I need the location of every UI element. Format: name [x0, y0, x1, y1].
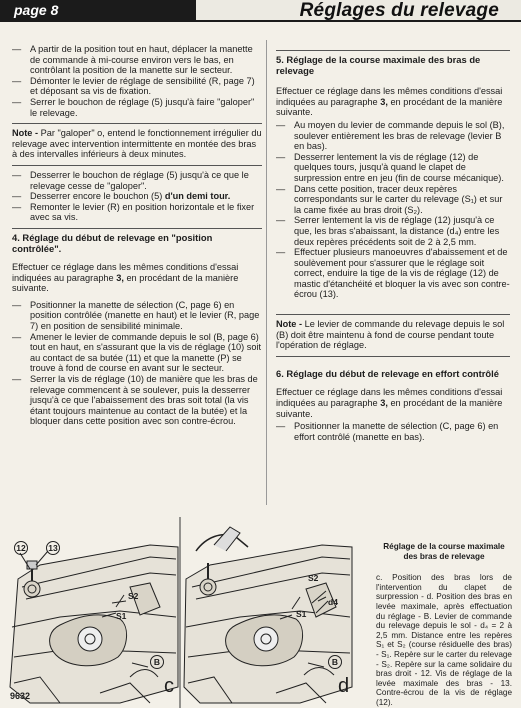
section-6-intro — [276, 387, 510, 419]
section-6-list — [276, 421, 510, 442]
para-text: en procédant de la manière suivante. — [12, 272, 239, 294]
ref-s1: S1 — [116, 611, 127, 621]
divider — [276, 356, 510, 357]
list-item: — Positionner la manette de sélection (C, page 6) en position contrôlée (manette en haut) et le levier (R, page 7) en position de sensibilité minimale. — [12, 300, 262, 332]
note-lever — [276, 319, 510, 351]
list-item: — Dans cette position, tracer deux repères correspondants sur le carter du relevage (S₁) et sur la came fixée au bras droit (S₂). — [276, 184, 510, 216]
list-item-emphasis: d'un demi tour. — [164, 191, 231, 202]
section-5-title: 5. Réglage de la course maximale des bras de relevage — [276, 54, 481, 76]
para-text: Effectuer ce réglage dans les mêmes conditions d'essai indiquées au paragraphe — [276, 86, 503, 107]
list-item: — A partir de la position tout en haut, déplacer la manette de commande à mi-course environ vers le bas, en contrôlant la position de la manette sur le secteur. — [12, 44, 262, 76]
list-item-text: Remonter le levier (R) en position horizontale et le fixer avec sa vis. — [30, 201, 255, 223]
list-item — [12, 202, 262, 223]
list-item-text: Desserrer encore le bouchon (5) — [30, 191, 165, 202]
ref-b: B — [150, 655, 164, 669]
list-item: — Positionner la manette de sélection (C, page 6) en effort contrôlé (manette en bas). — [276, 421, 510, 442]
para-text: en procédant de la manière suivante. — [276, 96, 503, 118]
list-item: — Amener le levier de commande depuis le sol (B, page 6) tout en haut, en s'assurant que la vis de réglage (10) soit au contact de sa butée (11) et que la manette (P) se trouve à fond de course en avant sur le secteur. — [12, 332, 262, 374]
left-column — [12, 44, 262, 427]
note-label: Note - — [12, 128, 39, 139]
page-number: page 8 — [14, 2, 59, 18]
section-4-intro — [12, 262, 262, 294]
list-item: — Au moyen du levier de commande depuis le sol (B), soulever entièrement les bras de relevage (levier B en bas). — [276, 120, 510, 152]
section-4-list — [12, 300, 262, 427]
ref-s2-d: S2 — [308, 573, 319, 583]
figure-code: 9632 — [10, 691, 31, 701]
ref-12: 12 — [14, 541, 28, 555]
column-divider — [266, 40, 267, 505]
hydraulic-lift-drawing — [0, 507, 372, 708]
panel-c-label: c — [164, 675, 174, 697]
ref-d4: d4 — [328, 597, 338, 607]
para-text: Effectuer ce réglage dans les mêmes conditions d'essai indiquées au paragraphe — [12, 262, 239, 283]
note-text: Le levier de commande du relevage depuis le sol (B) doit être maintenu à fond de course pendant toute l'opération de réglage. — [276, 319, 505, 351]
right-column — [276, 44, 510, 442]
note-text: Par "galoper" o, entend le fonctionnement irrégulier du relevage avec intervention intermittente en montée des bras à des intervalles inférieurs à deux minutes. — [12, 128, 262, 160]
section-6-title: 6. Réglage du début de relevage en effort contrôlé — [276, 367, 499, 379]
list-item: — Démonter le levier de réglage de sensibilité (R, page 7) et déposant sa vis de fixation. — [12, 76, 262, 97]
divider — [12, 165, 262, 166]
list-item: — Effectuer plusieurs manoeuvres d'abaissement et de soulèvement pour s'assurer que le réglage soit correct, enduire la tige de la vis de réglage (12) de mastic d'étanchéité et bloquer la vis avec son contre-écrou (13). — [276, 247, 510, 300]
steps-list — [12, 170, 262, 223]
note-galoper — [12, 128, 262, 160]
page-title: Réglages du relevage — [299, 0, 499, 21]
caption-body: c. Position des bras lors de l'intervention du clapet de surpression - d. Position des bras en levée maximale, après effectuation du réglage - B. Levier de commande du relevage depuis le sol - d₄ = 2 à 2,5 mm. Distance entre les repères S₁ et S₂ (course résiduelle des bras) - S₁. Repère sur le carter du relevage - S₂. Repère sur la came solidaire du bras droit - 12. Vis de réglage de la levée maximale des bras - 13. Contre-écrou de la vis de réglage (12). — [376, 573, 512, 707]
technical-figure — [0, 507, 372, 708]
para-ref: 3, — [380, 398, 388, 409]
page-header — [0, 0, 521, 24]
para-text: en procédant de la manière suivante. — [276, 398, 503, 419]
list-item — [12, 170, 262, 191]
section-5-list — [276, 120, 510, 300]
para-ref: 3, — [380, 96, 388, 107]
figure-caption — [376, 542, 512, 708]
ref-13: 13 — [46, 541, 60, 555]
list-item: — Desserrer lentement la vis de réglage (12) de quelques tours, jusqu'à quand le clapet de surpression entre en jeu (fin de course mécanique). — [276, 152, 510, 184]
panel-d-label: d — [338, 675, 350, 697]
ref-s1-d: S1 — [296, 609, 307, 619]
list-item — [12, 191, 262, 202]
caption-title: Réglage de la course maximale des bras de relevage — [383, 542, 505, 561]
para-ref: 3, — [116, 272, 124, 283]
intro-list — [12, 44, 262, 118]
note-label: Note - — [276, 319, 303, 330]
divider — [276, 314, 510, 315]
divider — [276, 50, 510, 51]
section-5-intro — [276, 86, 510, 118]
list-item: — Serrer lentement la vis de réglage (12) jusqu'à ce que, les bras s'abaissant, la distance (d₄) entre les deux repères précédents soit de 2 à 2,5 mm. — [276, 215, 510, 247]
divider — [12, 123, 262, 124]
section-4-title: 4. Réglage du début de relevage en "position contrôlée". — [12, 231, 213, 254]
list-item: — Serrer le bouchon de réglage (5) jusqu'à faire "galoper" le relevage. — [12, 97, 262, 118]
para-text: Effectuer ce réglage dans les mêmes conditions d'essai indiquées au paragraphe — [276, 387, 503, 409]
ref-b-d: B — [328, 655, 342, 669]
divider — [12, 228, 262, 229]
list-item-text: Desserrer le bouchon de réglage (5) jusqu'à ce que le relevage cesse de "galoper". — [30, 169, 249, 191]
list-item: — Serrer la vis de réglage (10) de manière que les bras de relevage commencent à se soulever, puis la desserrer jusqu'à ce que l'abaissement des bras soit total (la vis étant toujours maintenue au contact de la butée) et la bloquer dans cette position avec son contre-écrou. — [12, 374, 262, 427]
ref-s2: S2 — [128, 591, 139, 601]
